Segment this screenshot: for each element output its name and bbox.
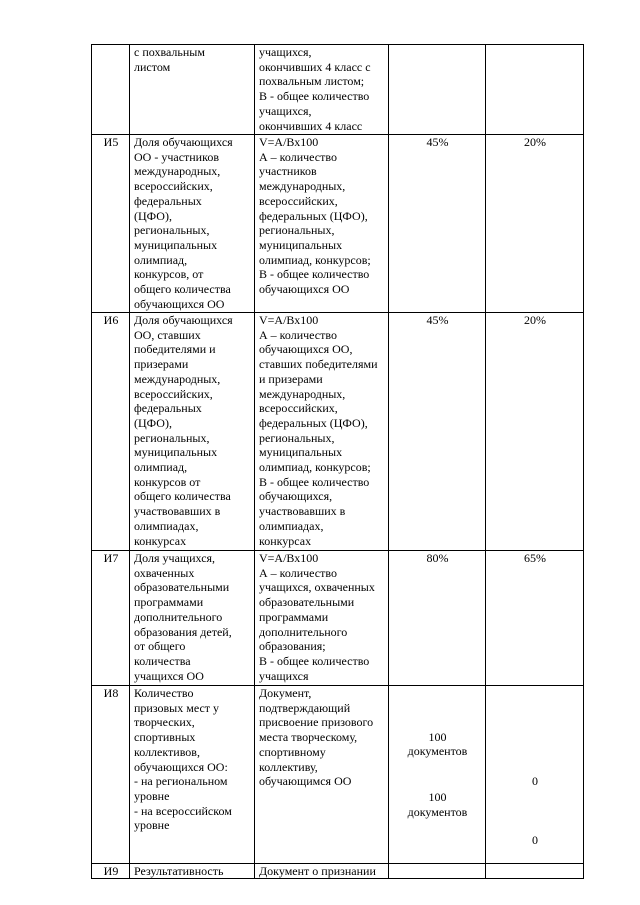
- indicator-cell: Доля обучающихся ОО, ставших победителями и призерами международных, всероссийских, федеральных (ЦФО), региональных, муниципальных олимпиад, конкурсов от общего количества участвовавших в олимпиадах, конкурсах: [130, 313, 255, 551]
- table-row: [92, 686, 584, 864]
- value1-cell: [389, 863, 486, 879]
- table-row: [92, 863, 584, 879]
- formula-cell: Документ, подтверждающий присвоение призового места творческому, спортивному коллективу, обучающимся ОО: [255, 686, 389, 864]
- regional-level-value: 100 документов: [407, 729, 468, 759]
- indicator-cell: Количество призовых мест у творческих, спортивных коллективов, обучающихся ОО: - на региональном уровне - на всероссийском уровне: [130, 686, 255, 864]
- row-number: И5: [92, 135, 130, 313]
- indicator-cell: с похвальным листом: [130, 45, 255, 135]
- value2-cell: [486, 686, 584, 864]
- regional-level-value: 0: [532, 773, 538, 788]
- formula-cell: V=А/Вх100 А – количество учащихся, охваченных образовательными программами дополнительного образования; В - общее количество учащихся: [255, 551, 389, 686]
- table-row: [92, 45, 584, 135]
- indicator-cell: Доля учащихся, охваченных образовательными программами дополнительного образования детей, от общего количества учащихся ОО: [130, 551, 255, 686]
- value1-cell: 45%: [389, 313, 486, 551]
- value2-cell: [486, 863, 584, 879]
- formula-cell: V=А/Вх100 А – количество участников международных, всероссийских, федеральных (ЦФО), региональных, муниципальных олимпиад, конкурсов; В - общее количество обучающихся ОО: [255, 135, 389, 313]
- indicator-cell: Доля обучающихся ОО - участников международных, всероссийских, федеральных (ЦФО), региональных, муниципальных олимпиад, конкурсов, от общего количества обучающихся ОО: [130, 135, 255, 313]
- formula-cell: учащихся, окончивших 4 класс с похвальным листом; В - общее количество учащихся, окончивших 4 класс: [255, 45, 389, 135]
- value1-cell: 45%: [389, 135, 486, 313]
- value2-cell: 20%: [486, 313, 584, 551]
- row-number: [92, 45, 130, 135]
- formula-cell: Документ о признании: [255, 863, 389, 879]
- national-level-value: 0: [532, 833, 538, 848]
- row-number: И6: [92, 313, 130, 551]
- indicators-table: [91, 44, 584, 879]
- value1-cell: 80%: [389, 551, 486, 686]
- row-number: И8: [92, 686, 130, 864]
- table-row: [92, 135, 584, 313]
- national-level-value: 100 документов: [407, 789, 468, 819]
- table-row: [92, 313, 584, 551]
- value2-cell: [486, 45, 584, 135]
- row-number: И9: [92, 863, 130, 879]
- value1-cell: [389, 686, 486, 864]
- value2-cell: 20%: [486, 135, 584, 313]
- row-number: И7: [92, 551, 130, 686]
- table-row: [92, 551, 584, 686]
- formula-cell: V=А/Вх100 А – количество обучающихся ОО, ставших победителями и призерами международных, всероссийских, федеральных (ЦФО), региональных, муниципальных олимпиад, конкурсов; В - общее количество обучающихся, участвовавших в олимпиадах, конкурсах: [255, 313, 389, 551]
- value1-cell: [389, 45, 486, 135]
- value2-cell: 65%: [486, 551, 584, 686]
- indicator-cell: Результативность: [130, 863, 255, 879]
